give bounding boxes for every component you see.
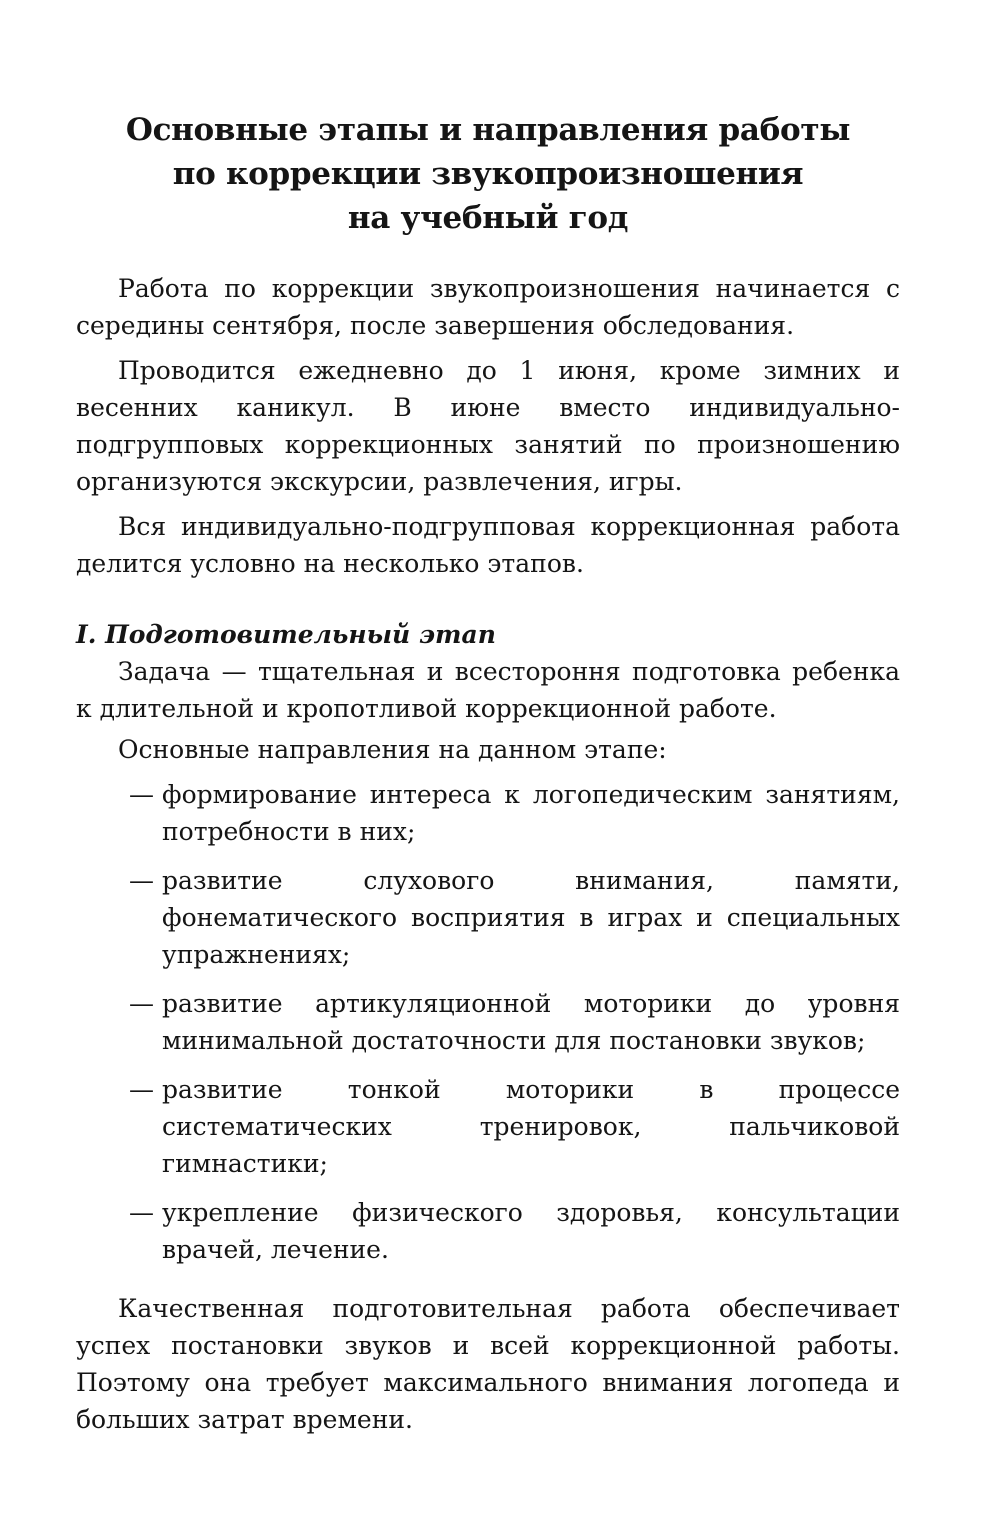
dash-marker: — — [129, 1198, 154, 1227]
title-line-2: по коррекции звукопроизношения — [172, 156, 804, 192]
intro-paragraph-3: Вся индивидуально-подгрупповая коррекционная работа делится условно на несколько этапов. — [76, 512, 900, 578]
list-item — [76, 862, 900, 973]
list-item — [76, 776, 900, 850]
stage-1-section — [76, 616, 900, 1438]
dash-marker: — — [129, 780, 154, 809]
directions-label: Основные направления на данном этапе: — [118, 735, 667, 764]
intro-paragraph-2: Проводится ежедневно до 1 июня, кроме зимних и весенних каникул. В июне вместо индивидуально-подгрупповых коррекционных занятий по произношению организуются экскурсии, развлечения, игры. — [76, 356, 900, 496]
title-line-3: на учебный год — [347, 200, 629, 236]
stage-1-title: I. Подготовительный этап — [76, 620, 496, 649]
intro-section — [76, 270, 900, 582]
intro-paragraph-1: Работа по коррекции звукопроизношения начинается с середины сентября, после завершения обследования. — [76, 274, 900, 340]
list-item — [76, 985, 900, 1059]
dash-marker: — — [129, 866, 154, 895]
directions-list — [76, 776, 900, 1268]
list-item — [76, 1071, 900, 1182]
list-item-text: развитие слухового внимания, памяти, фонематического восприятия в играх и специальных упражнениях; — [162, 866, 900, 969]
list-item — [76, 1194, 900, 1268]
list-item-text: развитие тонкой моторики в процессе систематических тренировок, пальчиковой гимнастики; — [162, 1075, 900, 1178]
stage-1-task: Задача — тщательная и всестороння подготовка ребенка к длительной и кропотливой коррекционной работе. — [76, 657, 900, 723]
document-page — [76, 108, 900, 1463]
dash-marker: — — [129, 1075, 154, 1104]
list-item-text: развитие артикуляционной моторики до уровня минимальной достаточности для постановки звуков; — [162, 989, 900, 1055]
dash-marker: — — [129, 989, 154, 1018]
title-line-1: Основные этапы и направления работы — [125, 112, 851, 148]
page-title — [76, 108, 900, 240]
list-item-text: укрепление физического здоровья, консультации врачей, лечение. — [162, 1198, 900, 1264]
list-item-text: формирование интереса к логопедическим занятиям, потребности в них; — [162, 780, 900, 846]
closing-paragraph: Качественная подготовительная работа обеспечивает успех постановки звуков и всей коррекционной работы. Поэтому она требует максимального внимания логопеда и больших затрат времени. — [76, 1294, 900, 1434]
